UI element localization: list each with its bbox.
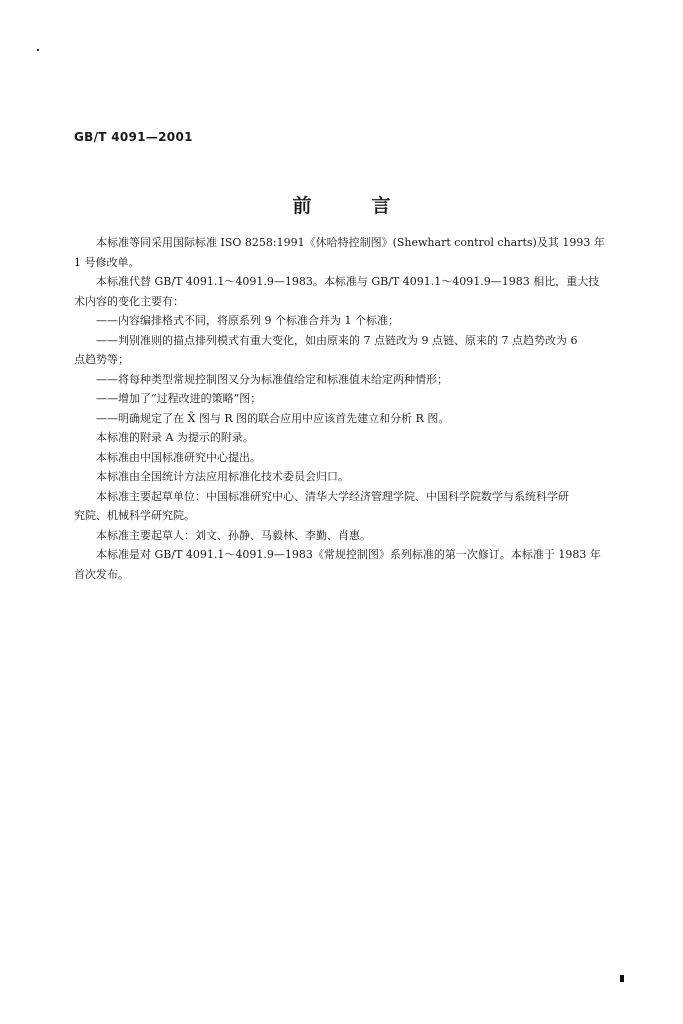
- text-line: 首次发布。: [74, 567, 129, 581]
- change-item-r-chart: [74, 409, 646, 429]
- text-line: ——判别准则的描点排列模式有重大变化，如由原来的 7 点链改为 9 点链、原来的 7 点趋势改为 6: [96, 333, 578, 347]
- paragraph-drafting-units: [74, 487, 646, 507]
- change-item-criteria: [74, 331, 646, 351]
- paragraph-adoption-cont: [74, 253, 646, 273]
- text-line: 1 号修改单。: [74, 255, 140, 269]
- text-line: 本标准主要起草单位：中国标准研究中心、清华大学经济管理学院、中国科学院数学与系统科学研: [96, 489, 569, 503]
- foreword-body: [74, 233, 646, 584]
- text-line: ——增加了“过程改进的策略”图；: [96, 392, 262, 405]
- change-item-format: [74, 311, 646, 331]
- paragraph-replaces: [74, 272, 646, 292]
- text-line: 本标准是对 GB/T 4091.1～4091.9—1983《常规控制图》系列标准的第一次修订。本标准于 1983 年: [96, 548, 601, 561]
- text-line: 本标准的附录 A 为提示的附录。: [96, 431, 254, 444]
- text-line: 术内容的变化主要有：: [74, 294, 184, 308]
- text-line: 点趋势等；: [74, 353, 129, 366]
- paragraph-revision-cont: [74, 565, 646, 585]
- paragraph-adoption: [74, 233, 646, 253]
- text-line: ——明确规定了在 X̄ 图与 R 图的联合应用中应该首先建立和分析 R 图。: [96, 411, 450, 425]
- paragraph-drafters: [74, 526, 646, 546]
- paragraph-committee: [74, 467, 646, 487]
- text-line: ——内容编排格式不同，将原系列 9 个标准合并为 1 个标准；: [96, 314, 399, 327]
- scan-speck: [37, 49, 39, 51]
- text-line: 本标准等同采用国际标准 ISO 8258:1991《休哈特控制图》(Shewhart control charts)及其 1993 年: [96, 236, 605, 249]
- paragraph-proposer: [74, 448, 646, 468]
- text-line: 本标准由中国标准研究中心提出。: [96, 450, 261, 464]
- page-number: [620, 975, 624, 982]
- change-item-strategy: [74, 389, 646, 409]
- text-line: ——将每种类型常规控制图又分为标准值给定和标准值未给定两种情形；: [96, 372, 448, 386]
- text-line: 本标准主要起草人：刘文、孙静、马毅林、李勤、肖惠。: [96, 528, 371, 542]
- text-line: 本标准由全国统计方法应用标准化技术委员会归口。: [96, 470, 349, 483]
- page-title: 前言: [292, 195, 451, 217]
- paragraph-drafting-units-cont: [74, 506, 646, 526]
- paragraph-replaces-cont: [74, 292, 646, 312]
- standard-code-header: GB/T 4091—2001: [74, 130, 193, 144]
- change-item-criteria-cont: [74, 350, 646, 370]
- text-line: 究院、机械科学研究院。: [74, 509, 195, 522]
- text-line: 本标准代替 GB/T 4091.1～4091.9—1983。本标准与 GB/T 4091.1～4091.9—1983 相比，重大技: [96, 275, 600, 288]
- paragraph-revision: [74, 545, 646, 565]
- paragraph-appendix: [74, 428, 646, 448]
- change-item-chart-types: [74, 370, 646, 390]
